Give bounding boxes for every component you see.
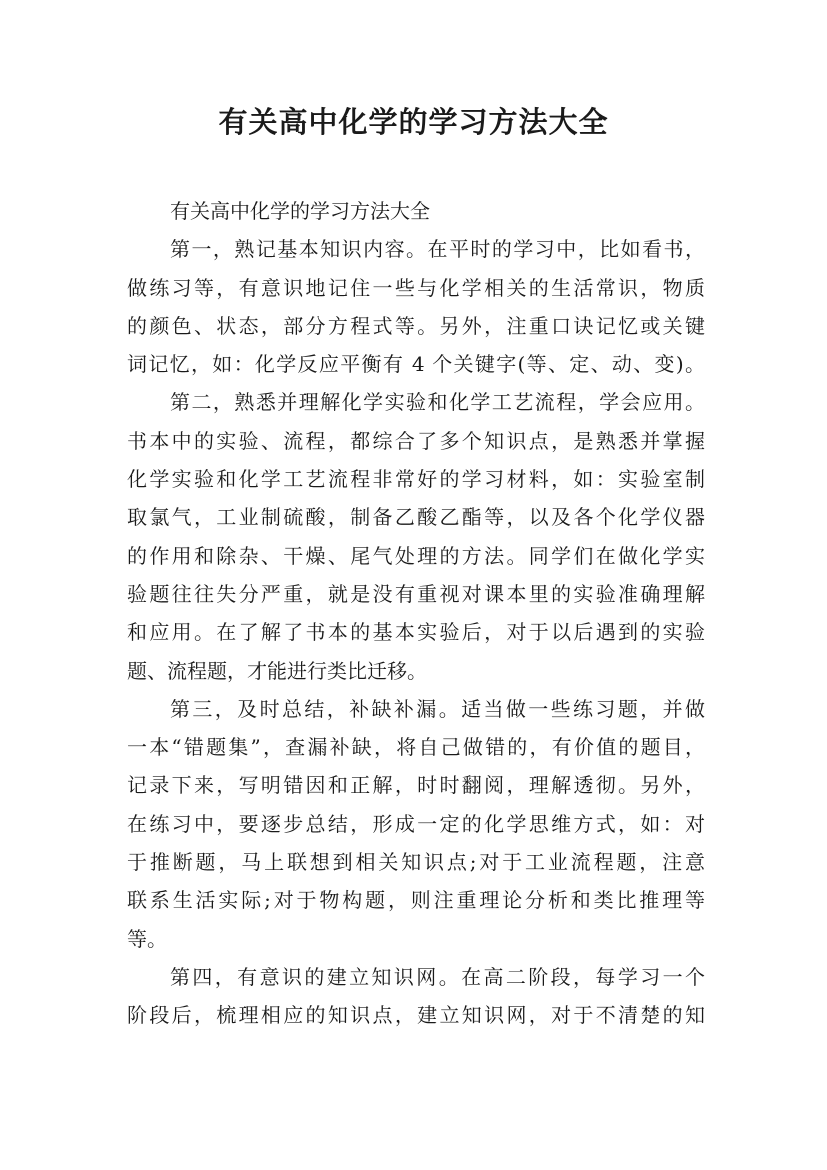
paragraph-2-line-6: 验题往往失分严重，就是没有重视对课本里的实验准确理解 — [127, 581, 705, 606]
document-title: 有关高中化学的学习方法大全 — [218, 105, 609, 139]
paragraph-4-line-2: 阶段后，梳理相应的知识点，建立知识网，对于不清楚的知 — [127, 1003, 705, 1028]
paragraph-4-line-1: 第四，有意识的建立知识网。在高二阶段，每学习一个 — [170, 964, 705, 989]
paragraph-1-line-3: 的颜色、状态，部分方程式等。另外，注重口诀记忆或关键 — [127, 313, 705, 338]
paragraph-2-line-2: 书本中的实验、流程，都综合了多个知识点，是熟悉并掌握 — [127, 428, 705, 453]
paragraph-2-line-8: 题、流程题，才能进行类比迁移。 — [127, 658, 427, 683]
paragraph-2-line-5: 的作用和除杂、干燥、尾气处理的方法。同学们在做化学实 — [127, 543, 705, 568]
paragraph-2-line-7: 和应用。在了解了书本的基本实验后，对于以后遇到的实验 — [127, 620, 705, 645]
paragraph-3-line-3: 记录下来，写明错因和正解，时时翻阅，理解透彻。另外， — [127, 773, 705, 798]
paragraph-1-line-4: 词记忆，如：化学反应平衡有 4 个关键字(等、定、动、变)。 — [127, 352, 705, 377]
body-subtitle-line: 有关高中化学的学习方法大全 — [170, 199, 430, 223]
paragraph-3-line-5: 于推断题，马上联想到相关知识点;对于工业流程题，注意 — [127, 850, 705, 875]
paragraph-1-line-1: 第一，熟记基本知识内容。在平时的学习中，比如看书， — [170, 237, 705, 262]
paragraph-2-line-3: 化学实验和化学工艺流程非常好的学习材料，如：实验室制 — [127, 467, 705, 492]
paragraph-3-line-1: 第三，及时总结，补缺补漏。适当做一些练习题，并做 — [170, 696, 705, 721]
paragraph-2-line-1: 第二，熟悉并理解化学实验和化学工艺流程，学会应用。 — [170, 390, 705, 415]
paragraph-2-line-4: 取氯气，工业制硫酸，制备乙酸乙酯等，以及各个化学仪器 — [127, 505, 705, 530]
document-body — [127, 192, 705, 1035]
paragraph-1-line-2: 做练习等，有意识地记住一些与化学相关的生活常识，物质 — [127, 275, 705, 300]
paragraph-3-line-2: 一本“错题集”，查漏补缺，将自己做错的，有价值的题目， — [127, 735, 705, 760]
paragraph-3-line-6: 联系生活实际;对于物构题，则注重理论分析和类比推理等 — [127, 888, 705, 913]
paragraph-3-line-7: 等。 — [127, 926, 167, 951]
paragraph-3-line-4: 在练习中，要逐步总结，形成一定的化学思维方式，如：对 — [127, 811, 705, 836]
